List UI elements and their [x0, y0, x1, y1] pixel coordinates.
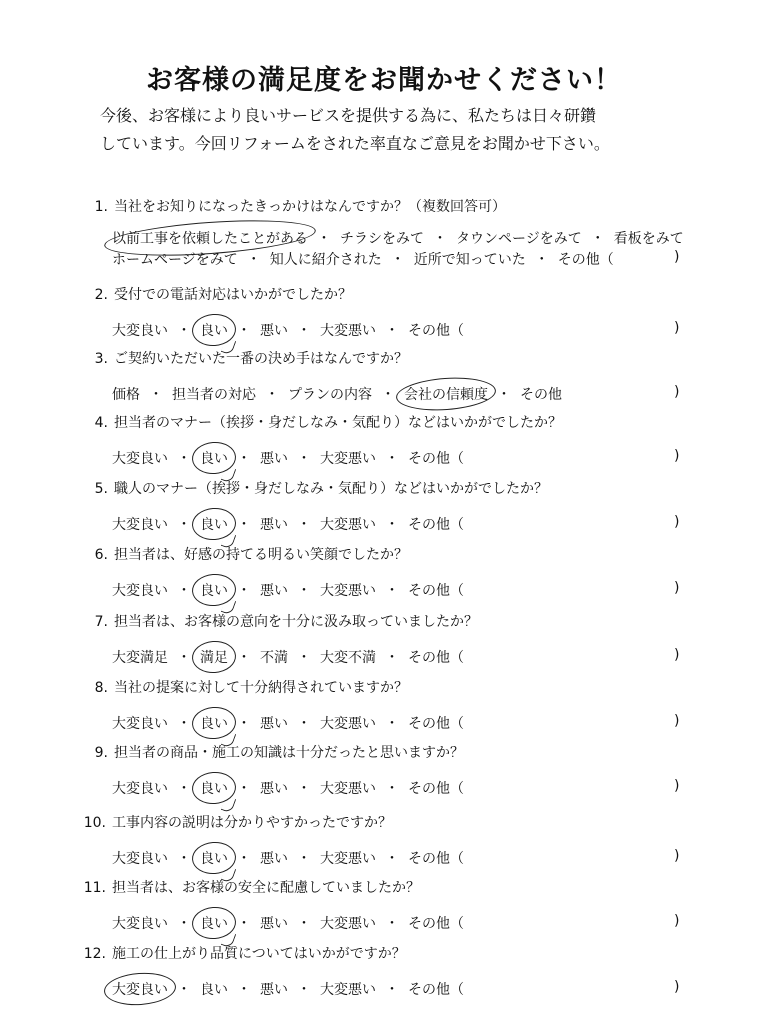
other-close-paren: ) [674, 320, 680, 336]
answer-option[interactable]: 大変悪い [320, 851, 376, 867]
question-label: 職人のマナー（挨拶・身だしなみ・気配り）などはいかがでしたか？ [114, 481, 548, 497]
question-10 [0, 812, 768, 882]
question-text [84, 196, 506, 216]
separator: ・ [297, 781, 311, 797]
answer-options [112, 249, 614, 269]
answer-option[interactable]: 大変良い [112, 583, 168, 599]
separator: ・ [177, 916, 191, 932]
answer-option[interactable]: 知人に紹介された [269, 252, 382, 268]
separator: ・ [177, 716, 191, 732]
separator: ・ [177, 982, 191, 998]
question-text [84, 412, 562, 432]
separator: ・ [385, 650, 399, 666]
separator: ・ [177, 851, 191, 867]
question-label: 担当者は、お客様の安全に配慮していましたか？ [112, 880, 420, 896]
answer-option[interactable]: プランの内容 [288, 387, 372, 403]
answer-option[interactable]: その他（ [408, 451, 464, 467]
answer-option[interactable]: 大変良い [112, 451, 168, 467]
answer-option[interactable]: 大変良い [112, 517, 168, 533]
answer-option[interactable]: その他（ [408, 583, 464, 599]
other-close-paren: ) [674, 514, 680, 530]
separator: ・ [297, 517, 311, 533]
question-text [84, 348, 408, 368]
other-close-paren: ) [674, 580, 680, 596]
question-label: 当社の提案に対して十分納得されていますか？ [114, 680, 408, 696]
answer-option-selected[interactable]: 良い [200, 514, 228, 534]
separator: ・ [590, 231, 605, 247]
other-close-paren: ) [674, 848, 680, 864]
separator: ・ [385, 323, 399, 339]
answer-option[interactable]: ホームページをみて [112, 252, 238, 268]
question-number: 3. [94, 351, 108, 367]
answer-option[interactable]: 悪い [260, 517, 288, 533]
answer-option[interactable]: 大変悪い [320, 583, 376, 599]
separator: ・ [385, 583, 399, 599]
answer-option[interactable]: 悪い [260, 323, 288, 339]
answer-options [112, 848, 464, 868]
separator: ・ [237, 851, 251, 867]
answer-option[interactable]: その他（ [408, 517, 464, 533]
separator: ・ [237, 982, 251, 998]
separator: ・ [385, 916, 399, 932]
answer-option[interactable]: 価格 [112, 387, 140, 403]
other-close-paren: ) [674, 448, 680, 464]
answer-option[interactable]: 大変不満 [320, 650, 376, 666]
separator: ・ [177, 451, 191, 467]
separator: ・ [237, 916, 251, 932]
separator: ・ [317, 231, 331, 247]
answer-option[interactable]: 大変良い [112, 851, 168, 867]
answer-options [112, 228, 684, 248]
question-text [84, 677, 408, 697]
answer-option[interactable]: 大変良い [112, 323, 168, 339]
question-label: 当社をお知りになったきっかけはなんですか？（複数回答可） [114, 199, 506, 215]
question-label: 担当者は、お客様の意向を十分に汲み取っていましたか？ [114, 614, 478, 630]
question-number: 5. [94, 481, 108, 497]
other-close-paren: ) [674, 384, 680, 400]
separator: ・ [237, 650, 251, 666]
answer-options [112, 384, 562, 404]
question-label: 施工の仕上がり品質についてはいかがですか？ [112, 946, 406, 962]
question-number: 8. [94, 680, 108, 696]
other-close-paren: ) [674, 913, 680, 929]
answer-option[interactable]: 大変悪い [320, 781, 376, 797]
question-number: 11. [83, 880, 106, 896]
answer-option[interactable]: 不満 [260, 650, 288, 666]
question-number: 6. [94, 547, 108, 563]
question-6 [0, 544, 768, 614]
separator: ・ [433, 231, 447, 247]
other-close-paren: ) [674, 647, 680, 663]
answer-options [112, 778, 464, 798]
question-12 [0, 943, 768, 1013]
answer-option[interactable]: 大変良い [112, 916, 168, 932]
separator: ・ [297, 916, 311, 932]
separator: ・ [385, 451, 399, 467]
question-label: 担当者は、好感の持てる明るい笑顔でしたか？ [114, 547, 408, 563]
answer-option[interactable]: 大変良い [112, 716, 168, 732]
answer-option[interactable]: 大変満足 [112, 650, 168, 666]
answer-options [112, 580, 464, 600]
survey-title: お客様の満足度をお聞かせください！ [146, 65, 622, 96]
separator: ・ [237, 517, 251, 533]
question-number: 9. [94, 745, 108, 761]
separator: ・ [385, 517, 399, 533]
question-text [84, 877, 420, 897]
answer-option-selected[interactable]: 以前工事を依頼したことがある [112, 228, 308, 248]
answer-option-selected[interactable]: 良い [200, 913, 228, 933]
intro-line-2: しています。今回リフォームをされた率直なご意見をお聞かせ下さい。 [100, 134, 610, 153]
question-9 [0, 742, 768, 812]
answer-option[interactable]: その他（ [557, 252, 614, 268]
question-1 [0, 196, 768, 266]
intro-line-1: 今後、お客様により良いサービスを提供する為に、私たちは日々研鑽 [100, 106, 597, 125]
question-text [84, 742, 464, 762]
question-label: 受付での電話対応はいかがでしたか？ [114, 287, 352, 303]
separator: ・ [177, 323, 191, 339]
question-5 [0, 478, 768, 548]
answer-option-selected[interactable]: 良い [200, 713, 228, 733]
answer-option[interactable]: その他（ [408, 916, 464, 932]
separator: ・ [237, 323, 251, 339]
answer-option[interactable]: その他（ [408, 851, 464, 867]
separator: ・ [237, 781, 251, 797]
separator: ・ [177, 781, 191, 797]
answer-option-selected[interactable]: 満足 [200, 647, 228, 667]
answer-option[interactable]: 悪い [260, 781, 288, 797]
answer-option[interactable]: 看板をみて [613, 231, 684, 247]
answer-option-selected[interactable]: 良い [200, 778, 228, 798]
answer-option-selected[interactable]: 良い [200, 848, 228, 868]
separator: ・ [297, 650, 311, 666]
answer-option[interactable]: 悪い [260, 916, 288, 932]
question-label: 担当者の商品・施工の知識は十分だったと思いますか？ [114, 745, 464, 761]
separator: ・ [237, 451, 251, 467]
separator: ・ [497, 387, 511, 403]
separator: ・ [177, 650, 191, 666]
answer-option-selected[interactable]: 良い [200, 448, 228, 468]
separator: ・ [265, 387, 279, 403]
question-3 [0, 348, 768, 418]
answer-option[interactable]: 担当者の対応 [172, 387, 256, 403]
answer-option[interactable]: 大変悪い [320, 323, 376, 339]
separator: ・ [177, 583, 191, 599]
answer-option[interactable]: 悪い [260, 583, 288, 599]
separator: ・ [297, 451, 311, 467]
separator: ・ [385, 716, 399, 732]
separator: ・ [385, 982, 399, 998]
other-close-paren: ) [674, 778, 680, 794]
answer-option[interactable]: 悪い [260, 451, 288, 467]
answer-options [112, 320, 464, 340]
answer-option[interactable]: 悪い [260, 716, 288, 732]
question-11 [0, 877, 768, 947]
separator: ・ [534, 252, 549, 268]
separator: ・ [385, 781, 399, 797]
question-number: 2. [94, 287, 108, 303]
answer-option[interactable]: その他（ [408, 323, 464, 339]
separator: ・ [237, 583, 251, 599]
question-number: 7. [94, 614, 108, 630]
separator: ・ [246, 252, 261, 268]
answer-option[interactable]: 大変悪い [320, 716, 376, 732]
answer-option[interactable]: その他（ [408, 982, 464, 998]
question-number: 1. [94, 199, 108, 215]
answer-option-selected[interactable]: 良い [200, 320, 228, 340]
answer-options [112, 913, 464, 933]
other-close-paren: ) [674, 249, 680, 265]
separator: ・ [390, 252, 405, 268]
answer-option[interactable]: 大変悪い [320, 916, 376, 932]
separator: ・ [297, 716, 311, 732]
answer-option[interactable]: その他 [520, 387, 562, 403]
separator: ・ [297, 323, 311, 339]
answer-options [112, 647, 464, 667]
answer-option[interactable]: その他（ [408, 716, 464, 732]
answer-option[interactable]: タウンページをみて [456, 231, 582, 247]
question-text [84, 478, 548, 498]
separator: ・ [385, 851, 399, 867]
answer-options [112, 448, 464, 468]
separator: ・ [177, 517, 191, 533]
question-2 [0, 284, 768, 354]
separator: ・ [297, 851, 311, 867]
other-close-paren: ) [674, 979, 680, 995]
answer-options [112, 713, 464, 733]
answer-option[interactable]: その他（ [408, 650, 464, 666]
question-label: ご契約いただいた一番の決め手はなんですか？ [114, 351, 408, 367]
question-label: 工事内容の説明は分かりやすかったですか？ [112, 815, 392, 831]
question-8 [0, 677, 768, 747]
question-text [84, 544, 408, 564]
separator: ・ [297, 982, 311, 998]
answer-option[interactable]: その他（ [408, 781, 464, 797]
question-text [84, 284, 352, 304]
question-number: 12. [83, 946, 106, 962]
separator: ・ [381, 387, 395, 403]
answer-option[interactable]: 大変悪い [320, 517, 376, 533]
answer-option-selected[interactable]: 良い [200, 580, 228, 600]
question-label: 担当者のマナー（挨拶・身だしなみ・気配り）などはいかがでしたか？ [114, 415, 562, 431]
question-4 [0, 412, 768, 482]
answer-option[interactable]: チラシをみて [340, 231, 424, 247]
answer-options [112, 514, 464, 534]
separator: ・ [149, 387, 163, 403]
answer-option[interactable]: 悪い [260, 982, 288, 998]
question-7 [0, 611, 768, 681]
answer-option[interactable]: 大変良い [112, 781, 168, 797]
answer-option[interactable]: 良い [200, 982, 228, 998]
separator: ・ [237, 716, 251, 732]
question-text [84, 611, 478, 631]
separator: ・ [297, 583, 311, 599]
question-text [84, 943, 406, 963]
answer-option[interactable]: 悪い [260, 851, 288, 867]
answer-option[interactable]: 大変悪い [320, 982, 376, 998]
answer-option-selected[interactable]: 大変良い [112, 979, 168, 999]
answer-options [112, 979, 464, 999]
question-text [84, 812, 392, 832]
answer-option-selected[interactable]: 会社の信頼度 [404, 384, 488, 404]
answer-option[interactable]: 近所で知っていた [413, 252, 526, 268]
question-number: 4. [94, 415, 108, 431]
question-number: 10. [83, 815, 106, 831]
answer-option[interactable]: 大変悪い [320, 451, 376, 467]
other-close-paren: ) [674, 713, 680, 729]
